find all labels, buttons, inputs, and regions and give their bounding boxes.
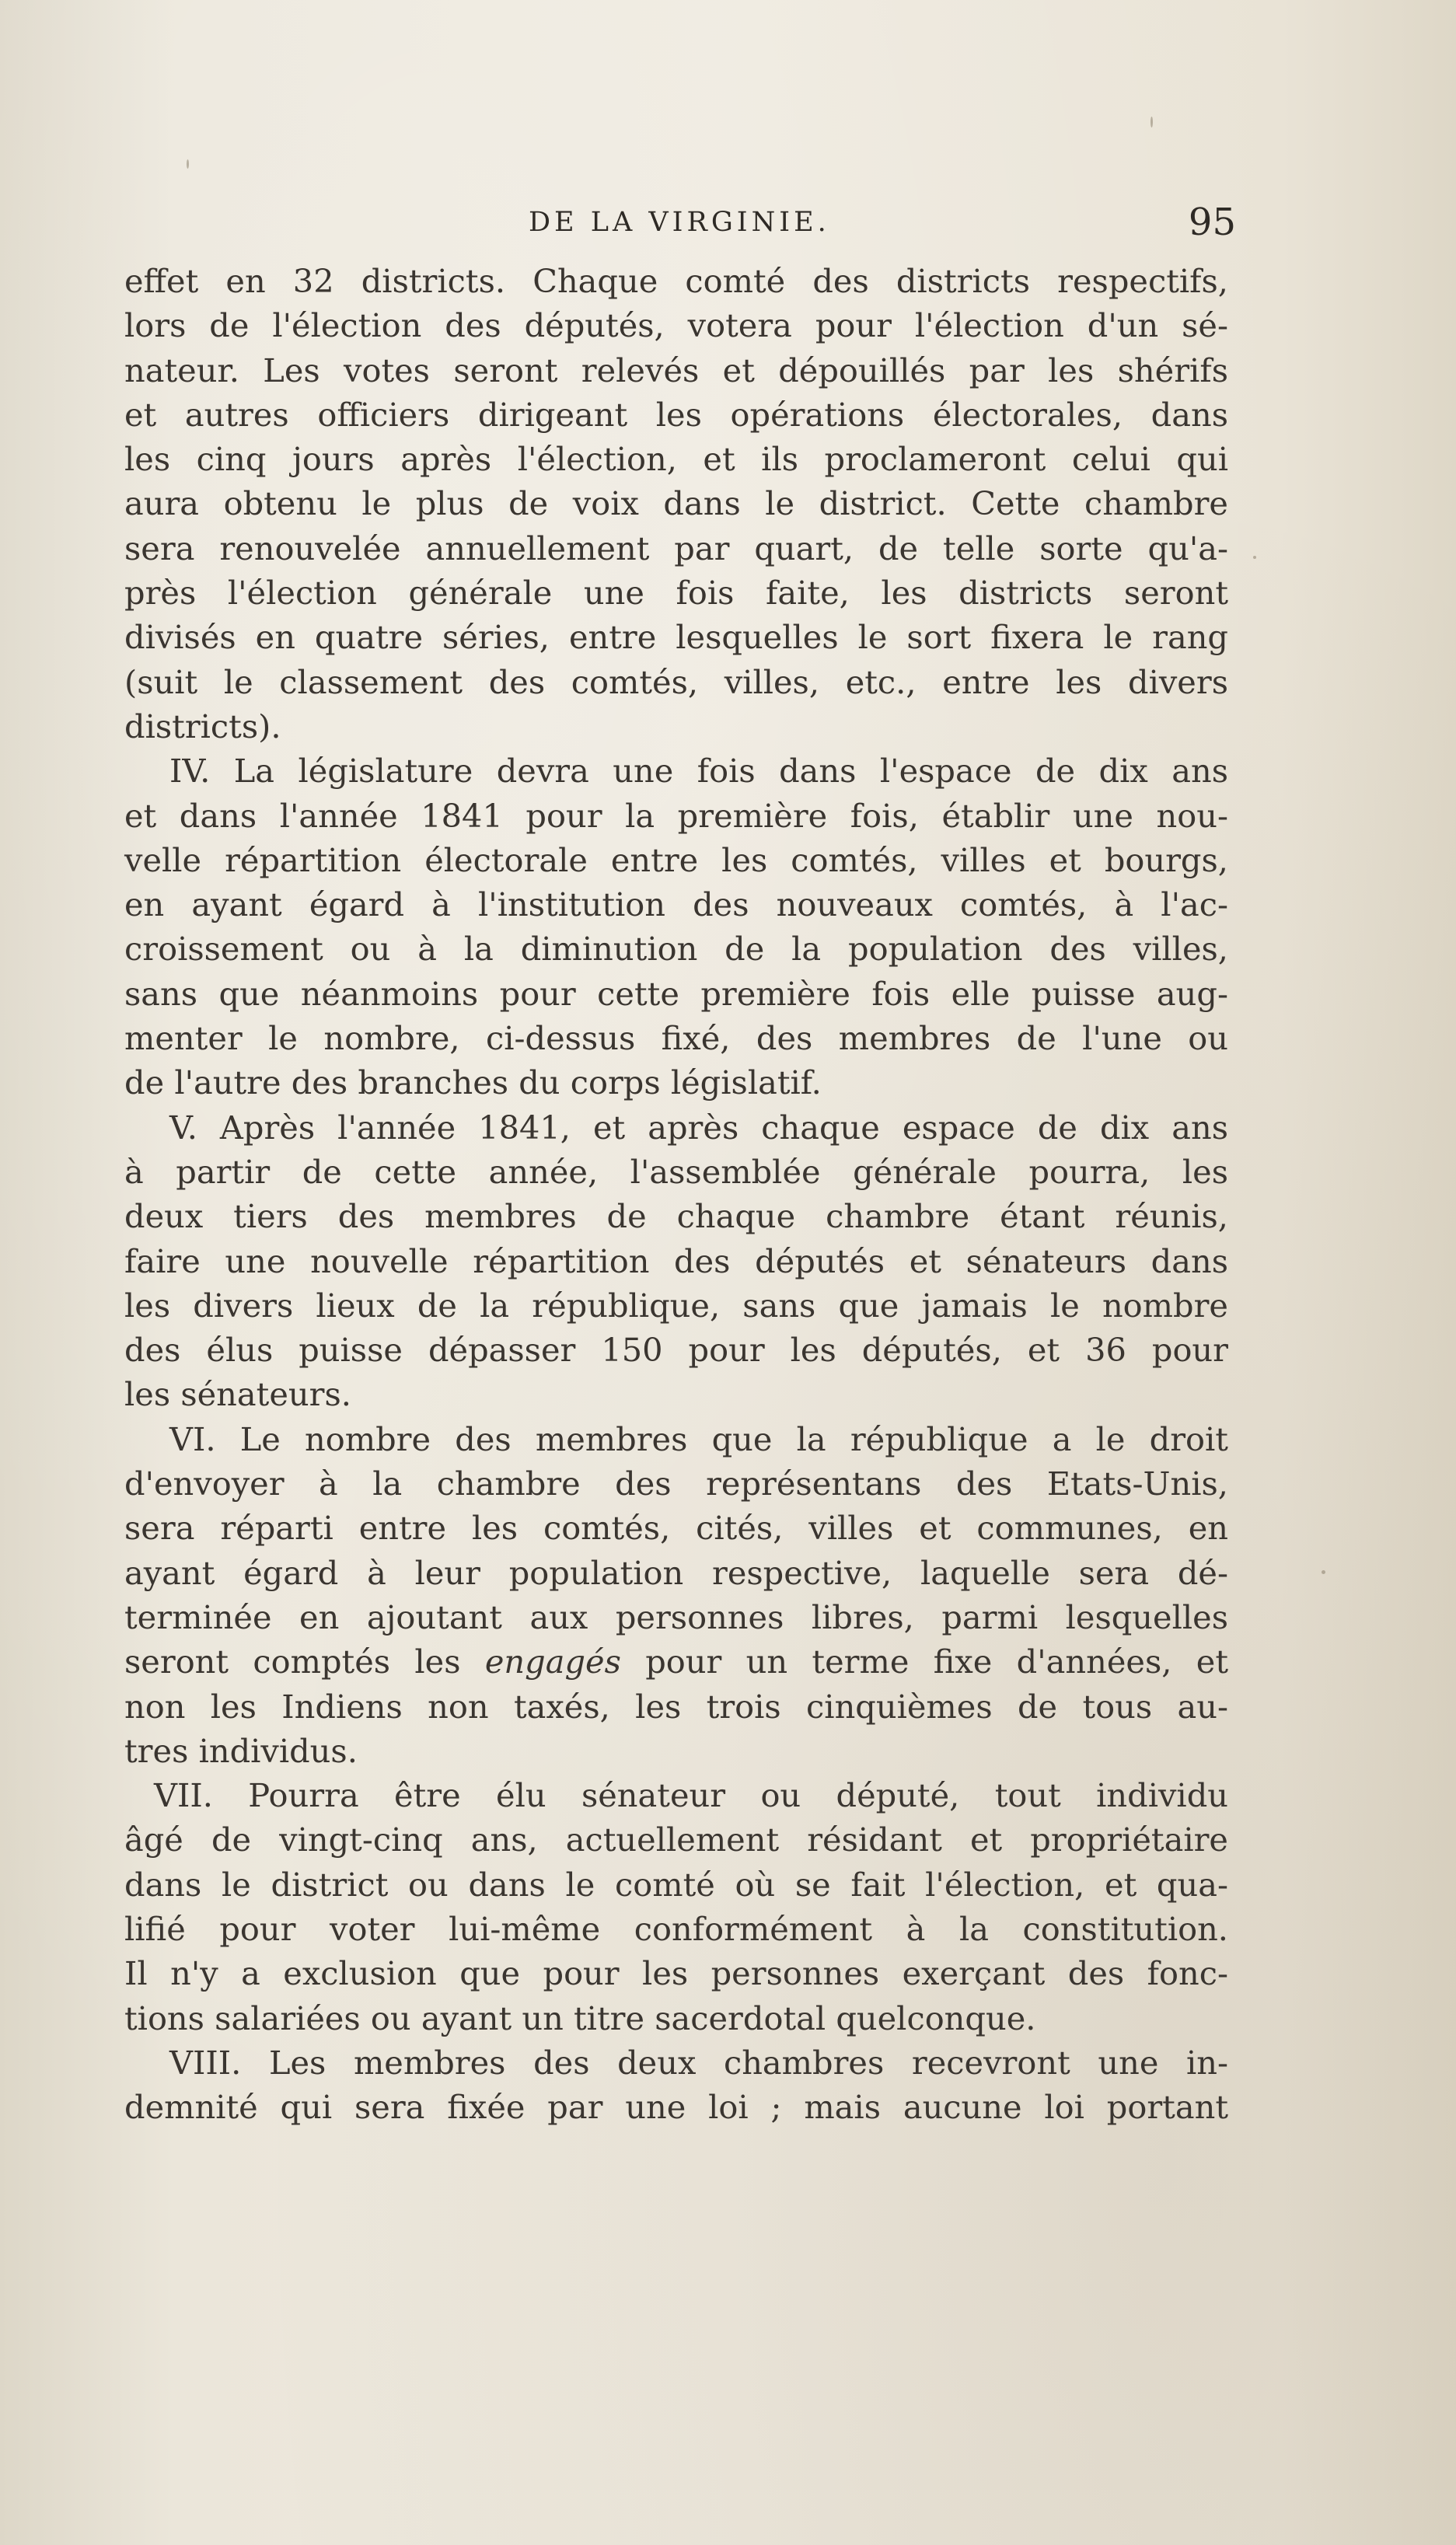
text-line: terminée en ajoutant aux personnes libres, parmi lesquelles <box>124 1597 1228 1636</box>
article-viii-start: VIII. Les membres des deux chambres recevront une in- <box>169 2043 1228 2082</box>
text-line: lifié pour voter lui-même conformément à la constitution. <box>124 1909 1228 1948</box>
text-line: menter le nombre, ci-dessus fixé, des membres de l'une ou <box>124 1019 1228 1058</box>
text-line: et dans l'année 1841 pour la première fois, établir une nou- <box>124 796 1228 835</box>
article-vii-start: VII. Pourra être élu sénateur ou député, tout individu <box>154 1776 1228 1815</box>
text-line: en ayant égard à l'institution des nouveaux comtés, à l'ac- <box>124 885 1228 924</box>
text-line: nateur. Les votes seront relevés et dépouillés par les shérifs <box>124 351 1228 389</box>
text-line: ayant égard à leur population respective, laquelle sera dé- <box>124 1553 1228 1592</box>
text-line: lors de l'élection des députés, votera pour l'élection d'un sé- <box>124 306 1228 345</box>
text-line: près l'élection générale une fois faite, les districts seront <box>124 574 1228 613</box>
body-text <box>124 259 1228 2129</box>
text-line: seront comptés les engagés pour un terme fixe d'années, et <box>124 1643 1228 1681</box>
text-line: (suit le classement des comtés, villes, etc., entre les divers <box>124 662 1228 701</box>
text-line: les divers lieux de la république, sans que jamais le nombre <box>124 1286 1228 1325</box>
text-line: à partir de cette année, l'assemblée générale pourra, les <box>124 1152 1228 1191</box>
text-line: dans le district ou dans le comté où se fait l'élection, et qua- <box>124 1865 1228 1904</box>
text-line: aura obtenu le plus de voix dans le district. Cette chambre <box>124 484 1228 523</box>
text-line: sans que néanmoins pour cette première fois elle puisse aug- <box>124 974 1228 1013</box>
text-line: deux tiers des membres de chaque chambre étant réunis, <box>124 1197 1228 1236</box>
text-line: districts). <box>124 707 281 745</box>
text-line: Il n'y a exclusion que pour les personnes exerçant des fonc- <box>124 1954 1228 1993</box>
text-line: tions salariées ou ayant un titre sacerdotal quelconque. <box>124 1999 1036 2037</box>
text-line: et autres officiers dirigeant les opérations électorales, dans <box>124 395 1228 434</box>
article-vi-start: VI. Le nombre des membres que la république a le droit <box>169 1419 1228 1458</box>
text-line: demnité qui sera fixée par une loi ; mais aucune loi portant <box>124 2088 1228 2127</box>
paper-speck <box>187 159 189 169</box>
text-line: croissement ou à la diminution de la population des villes, <box>124 930 1228 969</box>
text-line: les sénateurs. <box>124 1375 351 1414</box>
text-line: velle répartition électorale entre les comtés, villes et bourgs, <box>124 840 1228 879</box>
page-header <box>124 201 1236 247</box>
paper-speck <box>1253 556 1256 559</box>
paper-speck <box>1322 1570 1325 1574</box>
text-line: des élus puisse dépasser 150 pour les députés, et 36 pour <box>124 1331 1228 1370</box>
running-head: DE LA VIRGINIE. <box>529 207 830 238</box>
paper-speck <box>1150 117 1153 127</box>
text-line: faire une nouvelle répartition des députés et sénateurs dans <box>124 1241 1228 1280</box>
text-line: sera réparti entre les comtés, cités, villes et communes, en <box>124 1509 1228 1548</box>
italic-term: engagés <box>484 1643 621 1681</box>
text-line: sera renouvelée annuellement par quart, de telle sorte qu'a- <box>124 529 1228 567</box>
text-line: non les Indiens non taxés, les trois cinquièmes de tous au- <box>124 1687 1228 1726</box>
text-line: effet en 32 districts. Chaque comté des districts respectifs, <box>124 262 1228 300</box>
article-v-start: V. Après l'année 1841, et après chaque espace de dix ans <box>169 1108 1228 1147</box>
page-number: 95 <box>1188 201 1236 244</box>
text-line: âgé de vingt-cinq ans, actuellement résidant et propriétaire <box>124 1821 1228 1859</box>
text-line: divisés en quatre séries, entre lesquelles le sort fixera le rang <box>124 618 1228 657</box>
article-iv-start: IV. La législature devra une fois dans l'espace de dix ans <box>169 752 1228 791</box>
text-line: les cinq jours après l'élection, et ils proclameront celui qui <box>124 440 1228 479</box>
text-line: tres individus. <box>124 1731 358 1770</box>
text-line: de l'autre des branches du corps législatif. <box>124 1063 822 1102</box>
text-line: d'envoyer à la chambre des représentans des Etats-Unis, <box>124 1465 1228 1503</box>
